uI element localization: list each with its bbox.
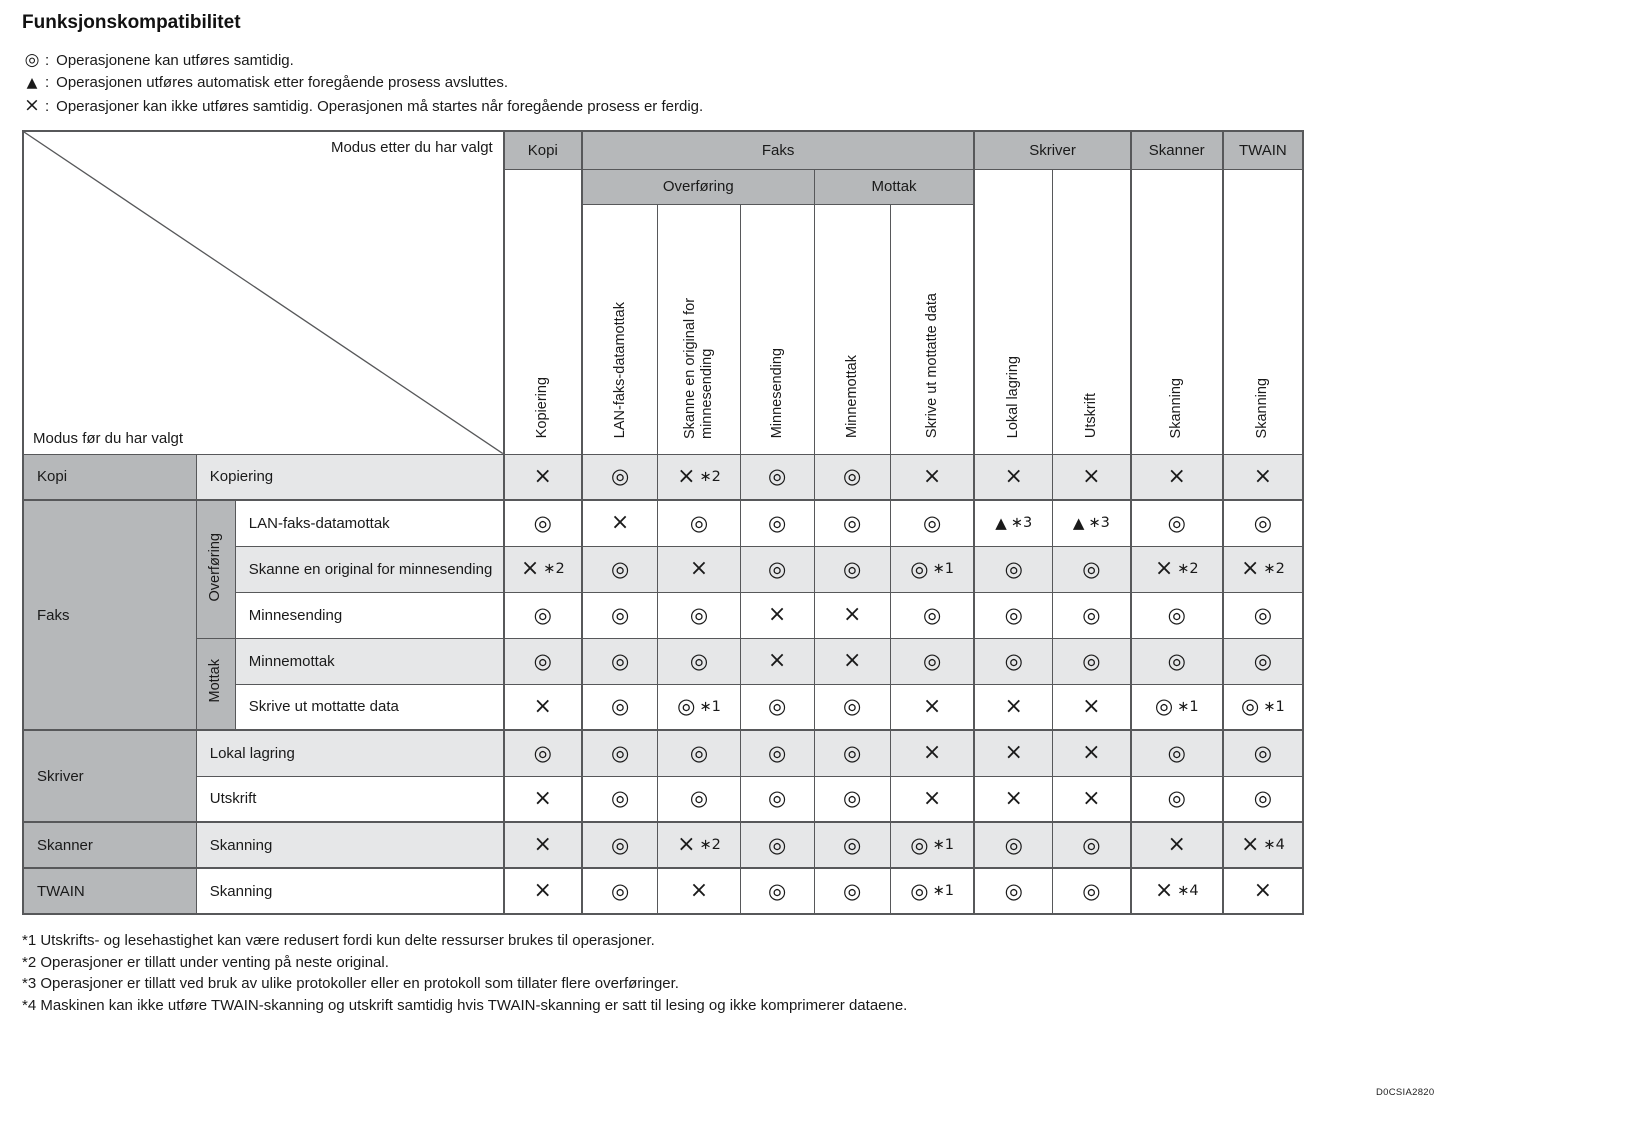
both-ok-symbol: ◎ xyxy=(610,648,630,673)
row-group-header: Skriver xyxy=(23,730,196,822)
matrix-body xyxy=(23,454,1303,914)
matrix-cell xyxy=(890,546,974,592)
footnote-marker: ∗1 xyxy=(932,561,954,577)
matrix-cell xyxy=(1223,776,1303,822)
row-label: Kopiering xyxy=(196,454,503,500)
not-simultaneous-symbol: × xyxy=(1082,693,1101,719)
both-ok-symbol: ◎ xyxy=(843,878,862,903)
not-simultaneous-symbol: × xyxy=(1082,463,1101,489)
row-label: Minnesending xyxy=(235,592,503,638)
matrix-cell xyxy=(504,684,582,730)
both-ok-symbol: ◎ xyxy=(1253,648,1273,673)
matrix-cell xyxy=(1223,730,1303,776)
both-ok-symbol: ◎ xyxy=(1253,602,1273,627)
footnote: *3 Operasjoner er tillatt ved bruk av ulike protokoller eller en protokoll som tillater flere overføringer. xyxy=(22,975,679,992)
not-simultaneous-symbol: × xyxy=(610,510,630,536)
table-row xyxy=(23,454,1303,500)
compatibility-table xyxy=(22,130,1304,915)
table-row xyxy=(23,776,1303,822)
both-ok-symbol: ◎ xyxy=(689,648,709,673)
matrix-cell xyxy=(1223,822,1303,868)
both-ok-symbol: ◎ xyxy=(922,648,942,673)
both-ok-symbol: ◎ xyxy=(1004,602,1023,627)
footnote-marker: ∗2 xyxy=(699,837,721,853)
legend-symbol-t: ▲ xyxy=(26,75,38,91)
not-simultaneous-symbol: × xyxy=(677,832,696,857)
row-label: LAN-faks-datamottak xyxy=(235,500,503,546)
row-subgroup-label: Overføring xyxy=(207,532,224,601)
not-simultaneous-symbol: × xyxy=(1167,463,1186,489)
matrix-cell xyxy=(740,454,814,500)
not-simultaneous-symbol: × xyxy=(1253,463,1273,489)
matrix-cell xyxy=(740,776,814,822)
legend-symbol-o: ◎ xyxy=(24,50,40,70)
both-ok-symbol: ◎ xyxy=(533,740,552,765)
matrix-cell xyxy=(1053,730,1131,776)
matrix-cell xyxy=(974,776,1052,822)
matrix-cell xyxy=(1053,638,1131,684)
both-ok-symbol: ◎ xyxy=(1253,740,1273,765)
document-code: D0CSIA2820 xyxy=(1376,1087,1435,1098)
footnote-marker: ∗3 xyxy=(1010,515,1033,532)
matrix-cell xyxy=(974,454,1052,500)
column-header-utskrift: Utskrift xyxy=(1053,169,1131,454)
matrix-cell xyxy=(1223,592,1303,638)
matrix-cell xyxy=(890,500,974,546)
matrix-cell xyxy=(1131,546,1223,592)
matrix-cell xyxy=(582,868,658,914)
column-header-skrive-ut-mottatte-data: Skrive ut mottatte data xyxy=(890,204,974,454)
matrix-cell xyxy=(658,500,740,546)
matrix-cell xyxy=(890,776,974,822)
both-ok-symbol: ◎ xyxy=(1082,602,1101,627)
not-simultaneous-symbol: × xyxy=(1240,556,1260,581)
both-ok-symbol: ◎ xyxy=(843,786,862,811)
auto-after-symbol: ▲ xyxy=(995,513,1007,532)
diagonal-corner-cell xyxy=(23,131,504,454)
matrix-cell xyxy=(814,454,890,500)
footnote: *2 Operasjoner er tillatt under venting på neste original. xyxy=(22,953,389,971)
matrix-cell xyxy=(504,868,582,914)
legend-text: Operasjonen utføres automatisk etter foregående prosess avsluttes. xyxy=(56,74,509,91)
legend-text: Operasjonene kan utføres samtidig. xyxy=(56,52,294,69)
matrix-cell xyxy=(974,638,1052,684)
matrix-cell xyxy=(1131,684,1223,730)
footnote-marker: ∗1 xyxy=(699,698,721,715)
both-ok-symbol: ◎ xyxy=(610,786,630,811)
both-ok-symbol: ◎ xyxy=(843,694,862,719)
not-simultaneous-symbol: × xyxy=(1082,740,1101,766)
matrix-cell xyxy=(582,546,658,592)
both-ok-symbol: ◎ xyxy=(610,556,630,581)
both-ok-symbol: ◎ xyxy=(843,740,862,765)
not-simultaneous-symbol: × xyxy=(922,693,942,719)
matrix-cell xyxy=(890,592,974,638)
both-ok-symbol: ◎ xyxy=(533,648,552,673)
matrix-cell xyxy=(974,500,1052,546)
both-ok-symbol: ◎ xyxy=(1253,510,1273,535)
matrix-cell xyxy=(658,868,740,914)
auto-after-symbol: ▲ xyxy=(1072,513,1085,532)
row-label: Skanne en original for minnesending xyxy=(235,546,503,592)
not-simultaneous-symbol: × xyxy=(767,602,787,627)
matrix-cell xyxy=(658,730,740,776)
matrix-cell xyxy=(814,776,890,822)
matrix-cell xyxy=(1223,638,1303,684)
row-label: Skrive ut mottatte data xyxy=(235,684,503,730)
both-ok-symbol: ◎ xyxy=(1167,786,1186,811)
both-ok-symbol: ◎ xyxy=(1004,648,1023,673)
column-subgroup-mottak: Mottak xyxy=(814,169,974,204)
column-header-kopiering: Kopiering xyxy=(504,169,582,454)
matrix-cell xyxy=(974,730,1052,776)
matrix-cell xyxy=(1131,500,1223,546)
matrix-cell xyxy=(1131,822,1223,868)
matrix-cell xyxy=(974,868,1052,914)
legend-item xyxy=(22,94,1616,118)
not-simultaneous-symbol: × xyxy=(1240,832,1260,857)
footnote: *1 Utskrifts- og lesehastighet kan være redusert fordi kun delte ressurser brukes til operasjoner. xyxy=(22,932,655,949)
table-row xyxy=(23,730,1303,776)
matrix-cell xyxy=(1131,592,1223,638)
not-simultaneous-symbol: × xyxy=(1004,463,1023,489)
matrix-cell xyxy=(1053,454,1131,500)
both-ok-symbol: ◎ xyxy=(610,878,630,903)
matrix-cell xyxy=(658,684,740,730)
both-ok-symbol: ◎ xyxy=(910,556,929,581)
both-ok-symbol: ◎ xyxy=(1241,694,1260,719)
matrix-cell xyxy=(658,822,740,868)
both-ok-symbol: ◎ xyxy=(689,786,709,811)
row-group-header: Skanner xyxy=(23,822,196,868)
matrix-cell xyxy=(1053,868,1131,914)
matrix-cell xyxy=(582,454,658,500)
both-ok-symbol: ◎ xyxy=(843,464,862,489)
matrix-cell xyxy=(740,684,814,730)
page-title: Funksjonskompatibilitet xyxy=(22,12,241,33)
both-ok-symbol: ◎ xyxy=(922,510,942,535)
footnote-marker: ∗4 xyxy=(1177,883,1199,899)
footnote-marker: ∗1 xyxy=(1263,698,1285,715)
matrix-cell xyxy=(658,592,740,638)
matrix-cell xyxy=(814,638,890,684)
footnote-marker: ∗2 xyxy=(543,561,565,577)
matrix-cell xyxy=(740,822,814,868)
matrix-cell xyxy=(974,822,1052,868)
both-ok-symbol: ◎ xyxy=(767,786,787,811)
legend-colon: : xyxy=(45,52,50,69)
corner-label-mode-before: Modus før du har valgt xyxy=(33,429,184,447)
matrix-cell xyxy=(890,454,974,500)
both-ok-symbol: ◎ xyxy=(1167,740,1186,765)
table-row xyxy=(23,638,1303,684)
column-header-skanne-original: Skanne en original for minnesending xyxy=(658,204,740,454)
both-ok-symbol: ◎ xyxy=(767,510,787,535)
not-simultaneous-symbol: × xyxy=(1154,878,1174,903)
not-simultaneous-symbol: × xyxy=(533,832,552,857)
footnote-marker: ∗2 xyxy=(1263,561,1285,577)
footnote-marker: ∗1 xyxy=(932,837,954,853)
both-ok-symbol: ◎ xyxy=(689,602,709,627)
matrix-cell xyxy=(1131,454,1223,500)
matrix-cell xyxy=(582,684,658,730)
both-ok-symbol: ◎ xyxy=(843,510,862,535)
matrix-cell xyxy=(974,592,1052,638)
not-simultaneous-symbol: × xyxy=(922,463,942,489)
footnote-marker: ∗4 xyxy=(1263,837,1285,853)
both-ok-symbol: ◎ xyxy=(689,740,709,765)
matrix-cell xyxy=(814,730,890,776)
footnote: *4 Maskinen kan ikke utføre TWAIN-skanning og utskrift samtidig hvis TWAIN-skanning er satt til lesing og ikke komprimerer dataene. xyxy=(22,996,908,1014)
both-ok-symbol: ◎ xyxy=(1082,878,1101,903)
both-ok-symbol: ◎ xyxy=(1082,832,1101,857)
matrix-cell xyxy=(1223,454,1303,500)
row-label: Skanning xyxy=(196,822,503,868)
both-ok-symbol: ◎ xyxy=(1167,602,1186,627)
matrix-cell xyxy=(658,546,740,592)
corner-label-mode-after: Modus etter du har valgt xyxy=(330,139,493,156)
both-ok-symbol: ◎ xyxy=(1004,832,1023,857)
matrix-cell xyxy=(1053,776,1131,822)
both-ok-symbol: ◎ xyxy=(1004,556,1023,581)
matrix-cell xyxy=(1053,592,1131,638)
not-simultaneous-symbol: × xyxy=(533,463,552,489)
not-simultaneous-symbol: × xyxy=(689,556,709,581)
column-subgroup-overforing: Overføring xyxy=(582,169,814,204)
legend xyxy=(22,49,1616,118)
both-ok-symbol: ◎ xyxy=(610,694,630,719)
row-group-header: Kopi xyxy=(23,454,196,500)
matrix-cell xyxy=(1053,500,1131,546)
not-simultaneous-symbol: × xyxy=(842,648,862,673)
both-ok-symbol: ◎ xyxy=(533,602,552,627)
not-simultaneous-symbol: × xyxy=(1154,556,1174,581)
matrix-cell xyxy=(504,454,582,500)
row-label: Minnemottak xyxy=(235,638,503,684)
matrix-cell xyxy=(504,500,582,546)
table-row xyxy=(23,500,1303,546)
column-header-minnesending: Minnesending xyxy=(740,204,814,454)
matrix-cell xyxy=(890,730,974,776)
matrix-cell xyxy=(582,776,658,822)
matrix-cell xyxy=(1223,684,1303,730)
both-ok-symbol: ◎ xyxy=(677,694,696,719)
matrix-cell xyxy=(582,730,658,776)
not-simultaneous-symbol: × xyxy=(842,602,862,627)
matrix-cell xyxy=(814,868,890,914)
matrix-cell xyxy=(814,592,890,638)
matrix-cell xyxy=(504,546,582,592)
both-ok-symbol: ◎ xyxy=(533,510,552,535)
matrix-cell xyxy=(582,592,658,638)
not-simultaneous-symbol: × xyxy=(1004,693,1023,719)
both-ok-symbol: ◎ xyxy=(610,832,630,857)
matrix-cell xyxy=(504,822,582,868)
both-ok-symbol: ◎ xyxy=(1167,648,1186,673)
column-header-skanning-skanner: Skanning xyxy=(1131,169,1223,454)
not-simultaneous-symbol: × xyxy=(689,878,709,903)
both-ok-symbol: ◎ xyxy=(1082,648,1101,673)
matrix-cell xyxy=(974,684,1052,730)
column-group-skanner: Skanner xyxy=(1131,131,1223,169)
not-simultaneous-symbol: × xyxy=(520,556,540,581)
footnotes xyxy=(22,930,1616,1016)
matrix-cell xyxy=(582,500,658,546)
matrix-cell xyxy=(504,776,582,822)
matrix-cell xyxy=(1053,684,1131,730)
row-subgroup-header xyxy=(196,500,235,638)
row-group-header: TWAIN xyxy=(23,868,196,914)
not-simultaneous-symbol: × xyxy=(533,878,552,903)
column-header-lan-faks-datamottak: LAN-faks-datamottak xyxy=(582,204,658,454)
not-simultaneous-symbol: × xyxy=(1004,740,1023,766)
both-ok-symbol: ◎ xyxy=(843,832,862,857)
both-ok-symbol: ◎ xyxy=(767,832,787,857)
column-group-skriver: Skriver xyxy=(974,131,1130,169)
matrix-cell xyxy=(890,684,974,730)
not-simultaneous-symbol: × xyxy=(533,785,552,811)
not-simultaneous-symbol: × xyxy=(677,463,696,489)
matrix-cell xyxy=(1223,500,1303,546)
diagonal-line xyxy=(24,132,503,454)
both-ok-symbol: ◎ xyxy=(843,556,862,581)
footnote-marker: ∗1 xyxy=(1177,698,1199,715)
not-simultaneous-symbol: × xyxy=(1253,878,1273,903)
matrix-cell xyxy=(1223,868,1303,914)
both-ok-symbol: ◎ xyxy=(767,878,787,903)
row-subgroup-label: Mottak xyxy=(207,659,224,703)
matrix-cell xyxy=(504,638,582,684)
both-ok-symbol: ◎ xyxy=(910,878,929,903)
matrix-cell xyxy=(890,638,974,684)
matrix-cell xyxy=(582,638,658,684)
legend-symbol-x: × xyxy=(24,94,40,116)
both-ok-symbol: ◎ xyxy=(610,464,630,489)
column-header-minnemottak: Minnemottak xyxy=(814,204,890,454)
both-ok-symbol: ◎ xyxy=(1004,878,1023,903)
matrix-cell xyxy=(1131,730,1223,776)
footnote-marker: ∗2 xyxy=(1177,561,1199,577)
column-group-faks: Faks xyxy=(582,131,975,169)
matrix-cell xyxy=(740,546,814,592)
matrix-cell xyxy=(1053,822,1131,868)
column-group-kopi: Kopi xyxy=(504,131,582,169)
row-label: Utskrift xyxy=(196,776,503,822)
both-ok-symbol: ◎ xyxy=(910,832,929,857)
matrix-cell xyxy=(658,638,740,684)
row-group-header: Faks xyxy=(23,500,196,730)
both-ok-symbol: ◎ xyxy=(767,556,787,581)
matrix-cell xyxy=(890,822,974,868)
not-simultaneous-symbol: × xyxy=(1004,785,1023,811)
matrix-cell xyxy=(814,500,890,546)
both-ok-symbol: ◎ xyxy=(767,740,787,765)
matrix-cell xyxy=(582,822,658,868)
matrix-cell xyxy=(658,776,740,822)
legend-item xyxy=(22,49,1616,72)
matrix-cell xyxy=(740,638,814,684)
not-simultaneous-symbol: × xyxy=(533,693,552,719)
both-ok-symbol: ◎ xyxy=(1082,556,1101,581)
column-header-lokal-lagring: Lokal lagring xyxy=(974,169,1052,454)
both-ok-symbol: ◎ xyxy=(689,510,709,535)
footnote-marker: ∗2 xyxy=(699,468,721,485)
matrix-cell xyxy=(1223,546,1303,592)
row-label: Skanning xyxy=(196,868,503,914)
matrix-cell xyxy=(974,546,1052,592)
column-group-twain: TWAIN xyxy=(1223,131,1303,169)
matrix-cell xyxy=(890,868,974,914)
both-ok-symbol: ◎ xyxy=(1167,510,1186,535)
both-ok-symbol: ◎ xyxy=(610,602,630,627)
not-simultaneous-symbol: × xyxy=(767,648,787,673)
matrix-cell xyxy=(504,592,582,638)
table-row xyxy=(23,822,1303,868)
not-simultaneous-symbol: × xyxy=(922,740,942,766)
matrix-cell xyxy=(740,868,814,914)
not-simultaneous-symbol: × xyxy=(922,785,942,811)
footnote-marker: ∗1 xyxy=(932,883,954,899)
both-ok-symbol: ◎ xyxy=(767,694,787,719)
not-simultaneous-symbol: × xyxy=(1082,785,1101,811)
both-ok-symbol: ◎ xyxy=(767,464,787,489)
matrix-cell xyxy=(814,822,890,868)
both-ok-symbol: ◎ xyxy=(1154,694,1174,719)
both-ok-symbol: ◎ xyxy=(922,602,942,627)
both-ok-symbol: ◎ xyxy=(610,740,630,765)
legend-colon: : xyxy=(45,74,50,91)
matrix-cell xyxy=(814,546,890,592)
matrix-cell xyxy=(658,454,740,500)
not-simultaneous-symbol: × xyxy=(1167,832,1186,857)
legend-colon: : xyxy=(45,98,50,115)
row-subgroup-header xyxy=(196,638,235,730)
matrix-cell xyxy=(740,592,814,638)
legend-item xyxy=(22,72,1616,94)
column-header-skanning-twain: Skanning xyxy=(1223,169,1303,454)
matrix-cell xyxy=(504,730,582,776)
matrix-cell xyxy=(1131,776,1223,822)
matrix-cell xyxy=(740,500,814,546)
both-ok-symbol: ◎ xyxy=(1253,786,1273,811)
matrix-cell xyxy=(814,684,890,730)
table-row xyxy=(23,868,1303,914)
matrix-cell xyxy=(1131,868,1223,914)
row-label: Lokal lagring xyxy=(196,730,503,776)
footnote-marker: ∗3 xyxy=(1088,515,1110,532)
matrix-cell xyxy=(740,730,814,776)
matrix-cell xyxy=(1131,638,1223,684)
legend-text: Operasjoner kan ikke utføres samtidig. Operasjonen må startes når foregående prosess er ferdig. xyxy=(56,98,704,115)
matrix-cell xyxy=(1053,546,1131,592)
